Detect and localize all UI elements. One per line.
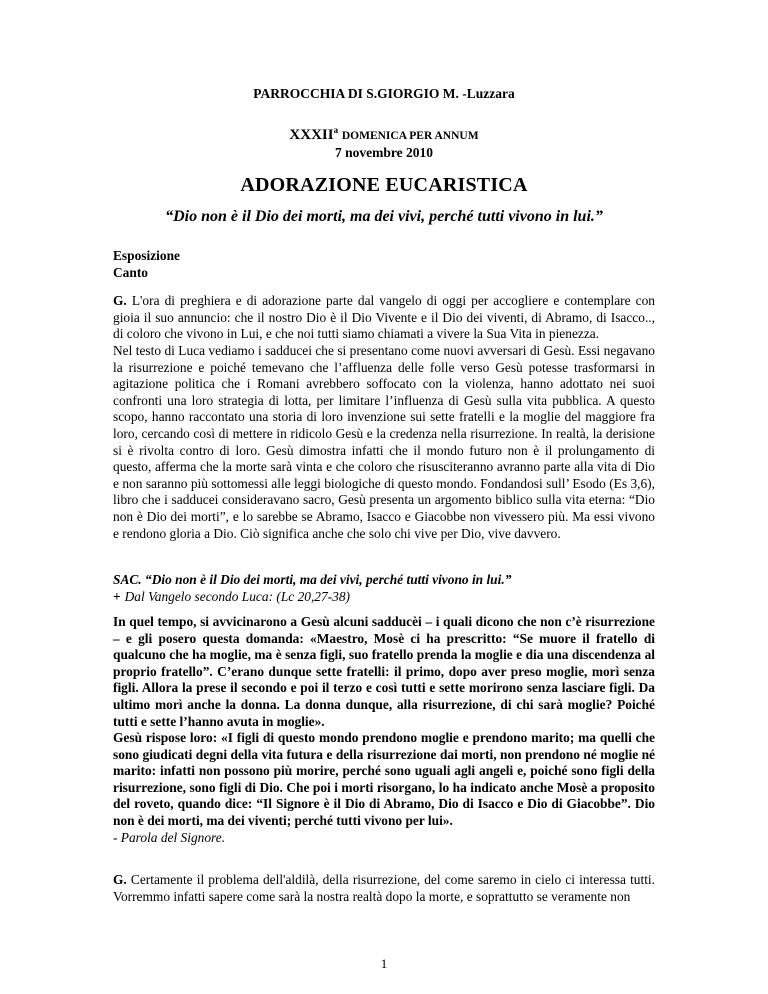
sunday-heading bbox=[0, 125, 768, 144]
parish-header: PARROCCHIA DI S.GIORGIO M. -Luzzara bbox=[253, 86, 515, 101]
gospel-reference bbox=[113, 589, 655, 606]
title-quote: “Dio non è il Dio dei morti, ma dei vivi, perché tutti vivono in lui.” bbox=[165, 208, 603, 225]
guide-paragraph-1 bbox=[113, 293, 655, 343]
section-esposizione: Esposizione bbox=[113, 248, 180, 263]
guide-paragraph-3 bbox=[113, 872, 655, 905]
section-canto: Canto bbox=[113, 265, 148, 280]
sunday-superscript: a bbox=[333, 125, 339, 135]
date: 7 novembre 2010 bbox=[335, 145, 433, 160]
sac-line: SAC. “Dio non è il Dio dei morti, ma dei vivi, perché tutti vivono in lui.” bbox=[113, 572, 512, 587]
guide-label: G. bbox=[113, 293, 127, 308]
gospel-paragraph-2: Gesù rispose loro: «I figli di questo mondo prendono moglie e prendono marito; ma quelli che sono giudicati degni della vita futura e della risurrezione dai morti, non prendono né moglie né marito: infatti non possono più morire, perché sono uguali agli angeli e, poiché sono figli della risurrezione, sono figli di Dio. Che poi i morti risorgano, lo ha indicato anche Mosè a proposito del roveto, quando dice: “Il Signore è il Dio di Abramo, Dio di Isacco e Dio di Giacobbe”. Dio non è dei morti, ma dei viventi; perché tutti vivono per lui». bbox=[113, 730, 655, 828]
gospel-paragraph-1: In quel tempo, si avvicinarono a Gesù alcuni sadducèi – i quali dicono che non c’è risurrezione – e gli posero questa domanda: «Maestro, Mosè ci ha prescritto: “Se muore il fratello di qualcuno che ha moglie, ma è senza figli, suo fratello prenda la moglie e dia una discendenza al proprio fratello”. C’erano dunque sette fratelli: il primo, dopo aver preso moglie, morì senza figli. Allora la prese il secondo e poi il terzo e così tutti e sette morirono senza lasciare figli. Da ultimo morì anche la donna. La donna dunque, alla risurrezione, di chi sarà moglie? Poiché tutti e sette l’hanno avuta in moglie». bbox=[113, 614, 655, 729]
guide-paragraph-2: Nel testo di Luca vediamo i sadducei che si presentano come nuovi avversari di Gesù. Essi negavano la risurrezione e poiché temevano che l’affluenza delle folle verso Gesù potesse trasformarsi in agitazione politica che i Romani avrebbero soffocato con la violenza, hanno adottato nei suoi confronti una loro strategia di lotta, per limitare l’influenza di Gesù sulla vita pubblica. A questo scopo, hanno raccontato una storia di loro invenzione sui sette fratelli e la moglie del maggiore fra loro, cercando così di mettere in ridicolo Gesù e la credenza nella risurrezione. In realtà, la derisione si è rivolta contro di loro. Gesù dimostra infatti che il mondo futuro non è il prolungamento di questo, afferma che la morte sarà vinta e che coloro che risusciteranno avranno parte alla vita di Dio e non saranno più sottomessi alle leggi biologiche di questo mondo. Fondandosi sull’ Esodo (Es 3,6), libro che i sadducei consideravano sacro, Gesù presenta un argomento biblico sulla vita eterna: “Dio non è Dio dei morti”, e lo sarebbe se Abramo, Isacco e Giacobbe non vivessero più. Ma essi vivono e rendono gloria a Dio. Ciò significa anche che solo chi vive per Dio, vive davvero. bbox=[113, 343, 655, 541]
guide-text: L'ora di preghiera e di adorazione parte dal vangelo di oggi per accogliere e contemplare con gioia il suo annuncio: che il nostro Dio è il Dio Vivente e il Dio dei viventi, di Abramo, di Isacco.., di coloro che vivono in Lui, e che noi tutti siamo chiamati a vivere la Sua Vita in pienezza. bbox=[113, 293, 655, 342]
gospel-closing: - Parola del Signore. bbox=[113, 830, 226, 845]
page-number: 1 bbox=[380, 956, 388, 971]
page-title: ADORAZIONE EUCARISTICA bbox=[240, 174, 528, 196]
sunday-name: DOMENICA PER ANNUM bbox=[341, 130, 479, 142]
guide-text: Certamente il problema dell'aldilà, della risurrezione, del come saremo in cielo ci interessa tutti. Vorremmo infatti sapere come sarà la nostra realtà dopo la morte, e soprattutto se veramente non bbox=[113, 872, 655, 904]
sunday-number: XXXII bbox=[289, 127, 334, 143]
gospel-ref-text: Dal Vangelo secondo Luca: (Lc 20,27-38) bbox=[124, 589, 351, 604]
guide-label: G. bbox=[113, 872, 127, 887]
cross-icon: + bbox=[113, 589, 121, 604]
